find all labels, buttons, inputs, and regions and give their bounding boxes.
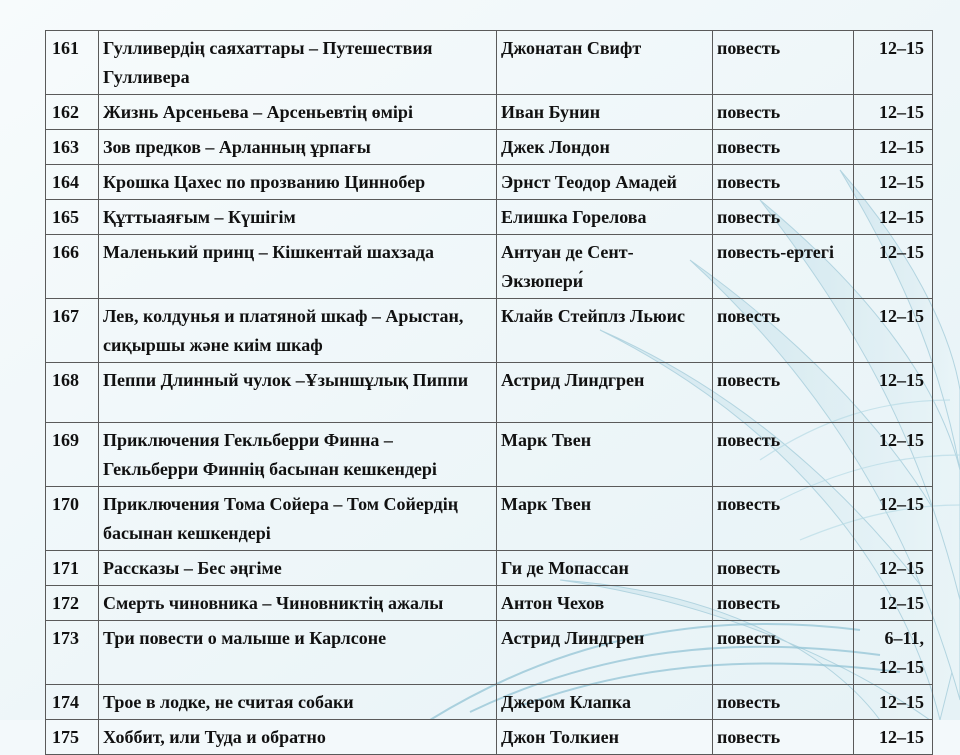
author-cell: Клайв Стейплз Льюис	[497, 299, 713, 363]
age-range-cell: 12–15	[854, 363, 933, 423]
table-row	[46, 487, 933, 551]
table-row	[46, 235, 933, 299]
row-number-cell: 163	[46, 130, 99, 165]
book-title-cell: Зов предков – Арланның ұрпағы	[99, 130, 497, 165]
age-range-cell: 12–15	[854, 31, 933, 95]
row-number-cell: 174	[46, 685, 99, 720]
book-title-cell: Смерть чиновника – Чиновниктің ажалы	[99, 586, 497, 621]
book-title-cell: Крошка Цахес по прозванию Циннобер	[99, 165, 497, 200]
row-number-cell: 172	[46, 586, 99, 621]
genre-cell: повесть-ертегі	[713, 235, 854, 299]
genre-cell: повесть	[713, 200, 854, 235]
row-number-cell: 162	[46, 95, 99, 130]
table-row	[46, 31, 933, 95]
table-row	[46, 423, 933, 487]
age-range-cell: 12–15	[854, 720, 933, 755]
genre-cell: повесть	[713, 685, 854, 720]
genre-cell: повесть	[713, 621, 854, 685]
book-title-cell: Три повести о малыше и Карлсоне	[99, 621, 497, 685]
author-cell: Джек Лондон	[497, 130, 713, 165]
genre-cell: повесть	[713, 551, 854, 586]
age-range-cell: 12–15	[854, 95, 933, 130]
genre-cell: повесть	[713, 363, 854, 423]
age-range-cell: 12–15	[854, 487, 933, 551]
row-number-cell: 161	[46, 31, 99, 95]
author-cell: Астрид Линдгрен	[497, 621, 713, 685]
row-number-cell: 169	[46, 423, 99, 487]
age-range-cell: 12–15	[854, 685, 933, 720]
book-title-cell: Приключения Тома Сойера – Том Сойердің басынан кешкендері	[99, 487, 497, 551]
genre-cell: повесть	[713, 165, 854, 200]
genre-cell: повесть	[713, 586, 854, 621]
author-cell: Джером Клапка	[497, 685, 713, 720]
book-title-cell: Приключения Гекльберри Финна – Гекльберри Финнің басынан кешкендері	[99, 423, 497, 487]
row-number-cell: 168	[46, 363, 99, 423]
author-cell: Астрид Линдгрен	[497, 363, 713, 423]
book-title-cell: Рассказы – Бес әңгіме	[99, 551, 497, 586]
table-row	[46, 685, 933, 720]
row-number-cell: 175	[46, 720, 99, 755]
author-cell: Елишка Горелова	[497, 200, 713, 235]
author-cell: Джонатан Свифт	[497, 31, 713, 95]
age-range-cell: 12–15	[854, 165, 933, 200]
row-number-cell: 166	[46, 235, 99, 299]
age-range-cell: 12–15	[854, 423, 933, 487]
genre-cell: повесть	[713, 720, 854, 755]
book-title-cell: Пеппи Длинный чулок –Ұзыншұлық Пиппи	[99, 363, 497, 423]
row-number-cell: 170	[46, 487, 99, 551]
author-cell: Иван Бунин	[497, 95, 713, 130]
genre-cell: повесть	[713, 130, 854, 165]
row-number-cell: 167	[46, 299, 99, 363]
genre-cell: повесть	[713, 487, 854, 551]
author-cell: Антон Чехов	[497, 586, 713, 621]
author-cell: Эрнст Теодор Амадей	[497, 165, 713, 200]
table-row	[46, 95, 933, 130]
book-title-cell: Хоббит, или Туда и обратно	[99, 720, 497, 755]
row-number-cell: 173	[46, 621, 99, 685]
table-row	[46, 130, 933, 165]
book-title-cell: Құттыаяғым – Күшігім	[99, 200, 497, 235]
age-range-cell: 12–15	[854, 130, 933, 165]
table-row	[46, 586, 933, 621]
genre-cell: повесть	[713, 299, 854, 363]
age-range-cell: 12–15	[854, 299, 933, 363]
age-range-cell: 12–15	[854, 551, 933, 586]
book-title-cell: Жизнь Арсеньева – Арсеньевтің өмірі	[99, 95, 497, 130]
author-cell: Ги де Мопассан	[497, 551, 713, 586]
table-row	[46, 720, 933, 755]
table-row	[46, 299, 933, 363]
table-row	[46, 551, 933, 586]
book-title-cell: Гулливердің саяхаттары – Путешествия Гулливера	[99, 31, 497, 95]
book-list-table-container	[45, 30, 932, 755]
age-range-cell: 12–15	[854, 200, 933, 235]
age-range-cell: 6–11, 12–15	[854, 621, 933, 685]
book-title-cell: Маленький принц – Кішкентай шахзада	[99, 235, 497, 299]
table-row	[46, 621, 933, 685]
genre-cell: повесть	[713, 95, 854, 130]
book-title-cell: Лев, колдунья и платяной шкаф – Арыстан, сиқыршы және киім шкаф	[99, 299, 497, 363]
author-cell: Марк Твен	[497, 423, 713, 487]
book-list-table	[45, 30, 933, 755]
book-list-body	[46, 31, 933, 755]
genre-cell: повесть	[713, 423, 854, 487]
row-number-cell: 164	[46, 165, 99, 200]
table-row	[46, 363, 933, 423]
author-cell: Джон Толкиен	[497, 720, 713, 755]
age-range-cell: 12–15	[854, 235, 933, 299]
genre-cell: повесть	[713, 31, 854, 95]
row-number-cell: 165	[46, 200, 99, 235]
table-row	[46, 200, 933, 235]
table-row	[46, 165, 933, 200]
book-title-cell: Трое в лодке, не считая собаки	[99, 685, 497, 720]
author-cell: Антуан де Сент-Экзюпери́	[497, 235, 713, 299]
author-cell: Марк Твен	[497, 487, 713, 551]
row-number-cell: 171	[46, 551, 99, 586]
age-range-cell: 12–15	[854, 586, 933, 621]
